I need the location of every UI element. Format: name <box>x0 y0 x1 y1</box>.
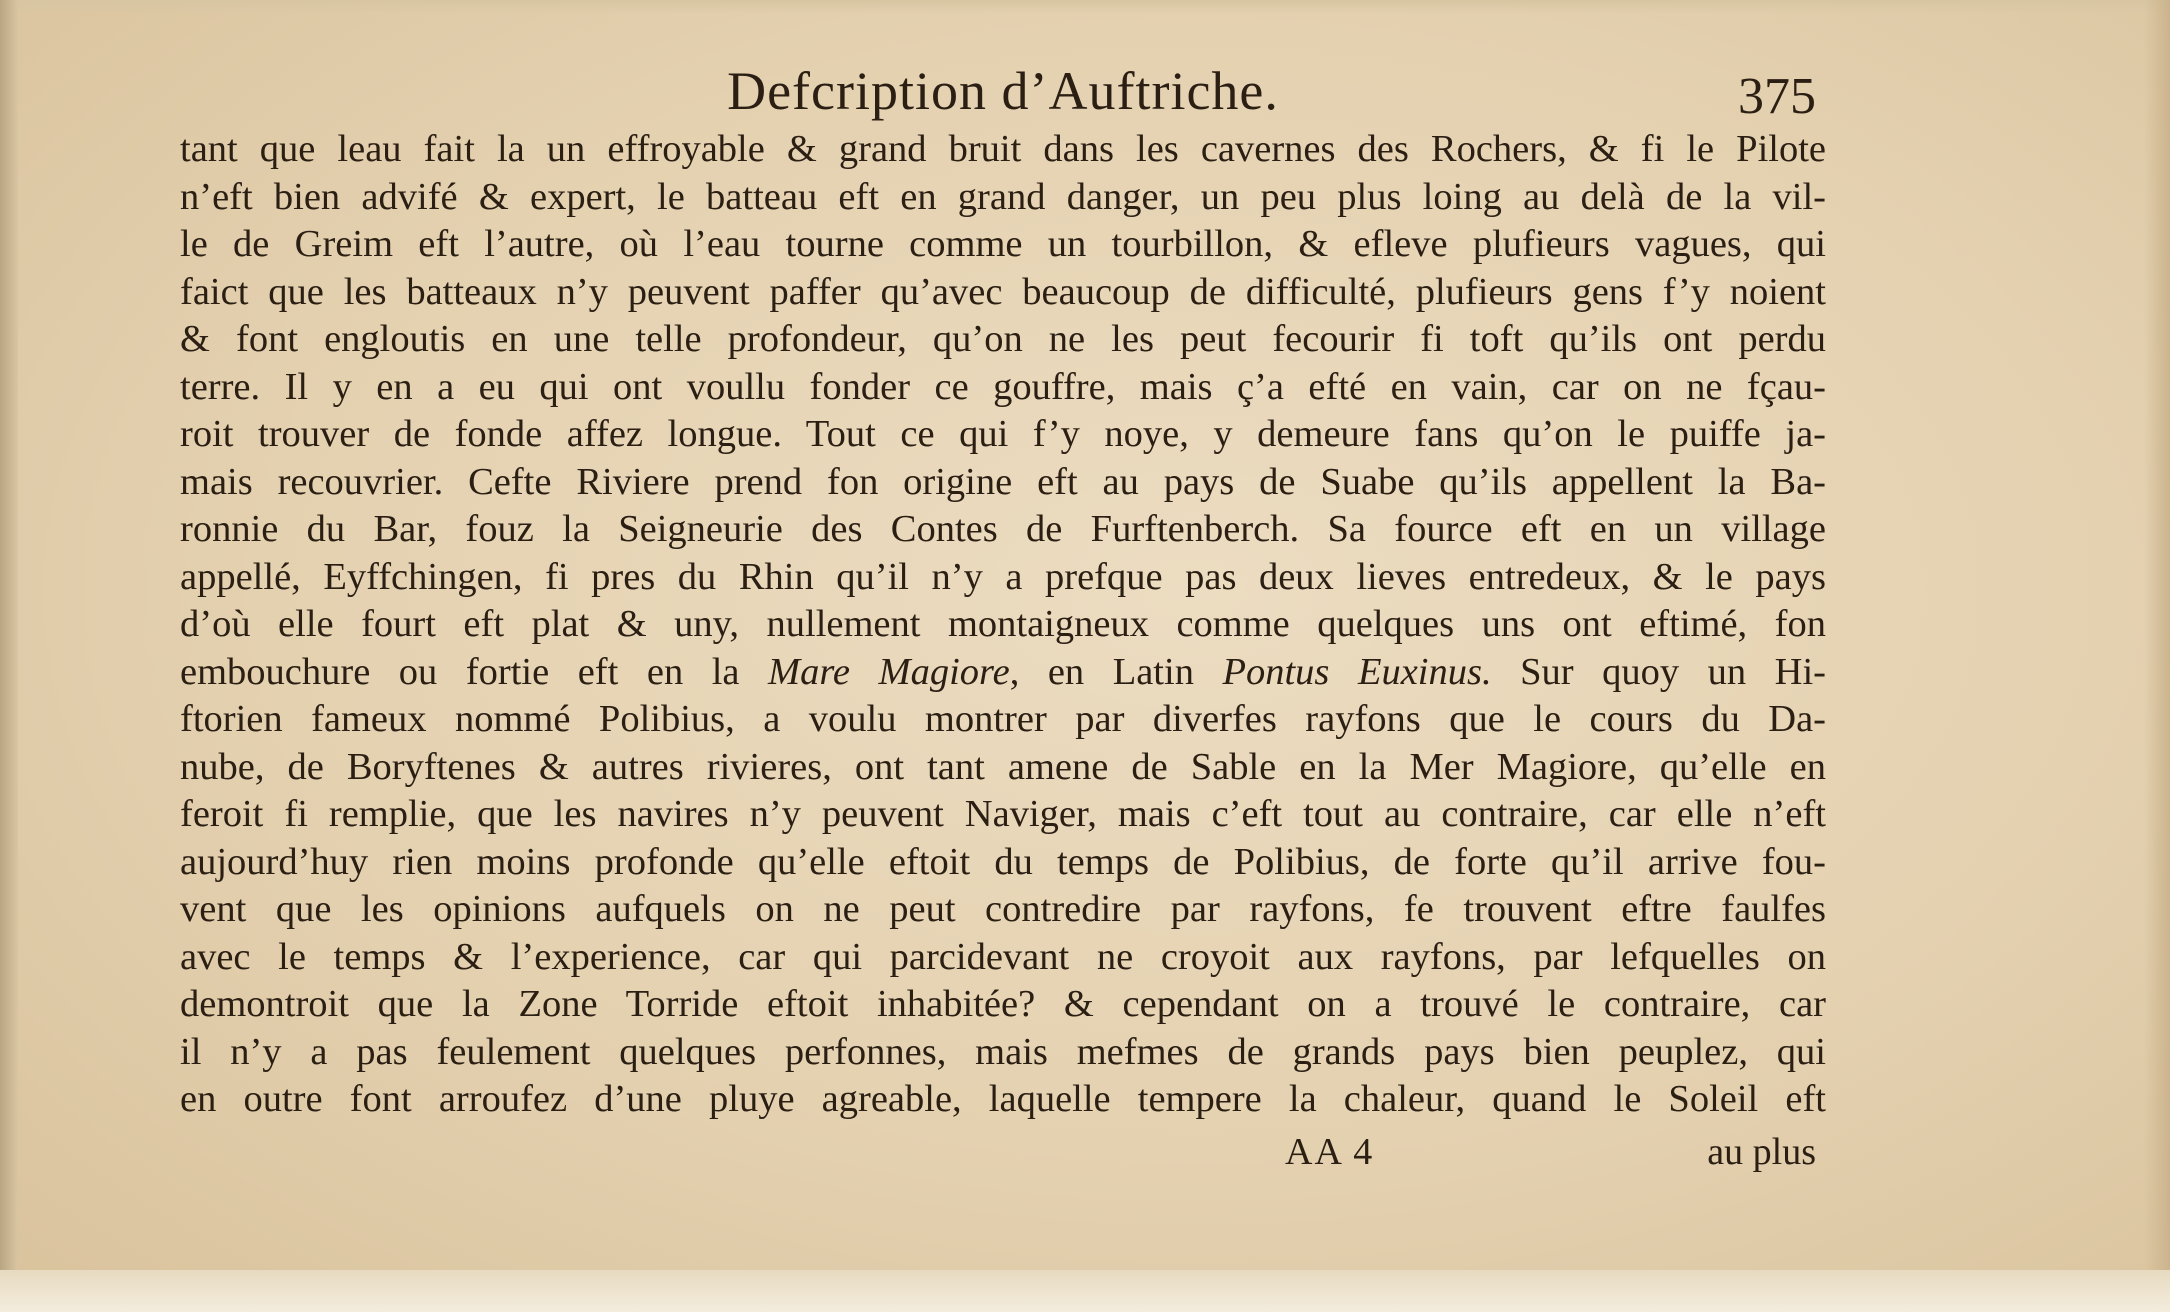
page-header <box>180 56 1826 126</box>
text-line: n’eft bien advifé & expert, le batteau eft en grand danger, un peu plus loing au delà de la vil- <box>180 175 1826 218</box>
text-line: en outre font arroufez d’une pluye agreable, laquelle tempere la chaleur, quand le Soleil eft <box>180 1078 1826 1120</box>
text-line-with-italics <box>180 649 1826 697</box>
page-top-edge <box>0 0 2170 14</box>
italic-term-pontus-euxinus: Pontus Euxinus. <box>1222 650 1492 693</box>
text-line: il n’y a pas feulement quelques perfonnes, mais mefmes de grands pays bien peuplez, qui <box>180 1030 1826 1073</box>
text-line: le de Greim eft l’autre, où l’eau tourne comme un tourbillon, & efleve plufieurs vagues, qui <box>180 223 1826 265</box>
page-right-edge <box>2144 0 2170 1312</box>
signature-mark: AA 4 <box>1285 1130 1375 1173</box>
page-binding-edge <box>0 0 18 1312</box>
text-line: d’où elle fourt eft plat & uny, nullement montaigneux comme quelques uns ont eftimé, fon <box>180 603 1826 645</box>
text-line: ftorien fameux nommé Polibius, a voulu montrer par diverfes rayfons que le cours du Da- <box>180 698 1826 740</box>
text-line: vent que les opinions aufquels on ne peut contredire par rayfons, fe trouvent eftre faulfes <box>180 888 1826 930</box>
catchword: au plus <box>1707 1130 1816 1173</box>
text-line: aujourd’huy rien moins profonde qu’elle eftoit du temps de Polibius, de forte qu’il arrive fou- <box>180 840 1826 883</box>
text-block <box>180 56 1826 1178</box>
text-line: demontroit que la Zone Torride eftoit inhabitée? & cependant on a trouvé le contraire, car <box>180 983 1826 1025</box>
text-line: appellé, Eyffchingen, fi pres du Rhin qu’il n’y a prefque pas deux lieves entredeux, & le pays <box>180 555 1826 598</box>
text-run: embouchure ou fortie eft en la <box>180 650 769 693</box>
text-run: , en Latin <box>1009 650 1223 693</box>
italic-term-mare-magiore: Mare Magiore <box>768 650 1010 693</box>
text-line: terre. Il y en a eu qui ont voullu fonder ce gouffre, mais ç’a efté en vain, car on ne fçau- <box>180 365 1826 408</box>
text-line: feroit fi remplie, que les navires n’y peuvent Naviger, mais c’eft tout au contraire, car elle n’eft <box>180 793 1826 835</box>
running-title: Defcription d’Auftriche. <box>727 61 1279 121</box>
text-line: & font engloutis en une telle profondeur, qu’on ne les peut fecourir fi toft qu’ils ont perdu <box>180 318 1826 360</box>
page-bottom-margin <box>0 1270 2170 1312</box>
text-line: ronnie du Bar, fouz la Seigneurie des Contes de Furftenberch. Sa fource eft en un village <box>180 508 1826 550</box>
text-line: avec le temps & l’experience, car qui parcidevant ne croyoit aux rayfons, par lefquelles on <box>180 935 1826 978</box>
text-run: Sur quoy un Hi- <box>1491 650 1826 693</box>
text-line: faict que les batteaux n’y peuvent paffer qu’avec beaucoup de difficulté, plufieurs gens f’y noient <box>180 270 1826 313</box>
text-line: tant que leau fait la un effroyable & grand bruit dans les cavernes des Rochers, & fi le Pilote <box>180 128 1826 170</box>
page-footer <box>180 1126 1826 1178</box>
text-line: nube, de Boryftenes & autres rivieres, ont tant amene de Sable en la Mer Magiore, qu’elle en <box>180 745 1826 788</box>
body-text <box>180 126 1826 1124</box>
text-line: mais recouvrier. Cefte Riviere prend fon origine eft au pays de Suabe qu’ils appellent la Ba- <box>180 460 1826 503</box>
page-number: 375 <box>1738 68 1816 125</box>
text-line: roit trouver de fonde affez longue. Tout ce qui f’y noye, y demeure fans qu’on le puiffe ja- <box>180 413 1826 455</box>
